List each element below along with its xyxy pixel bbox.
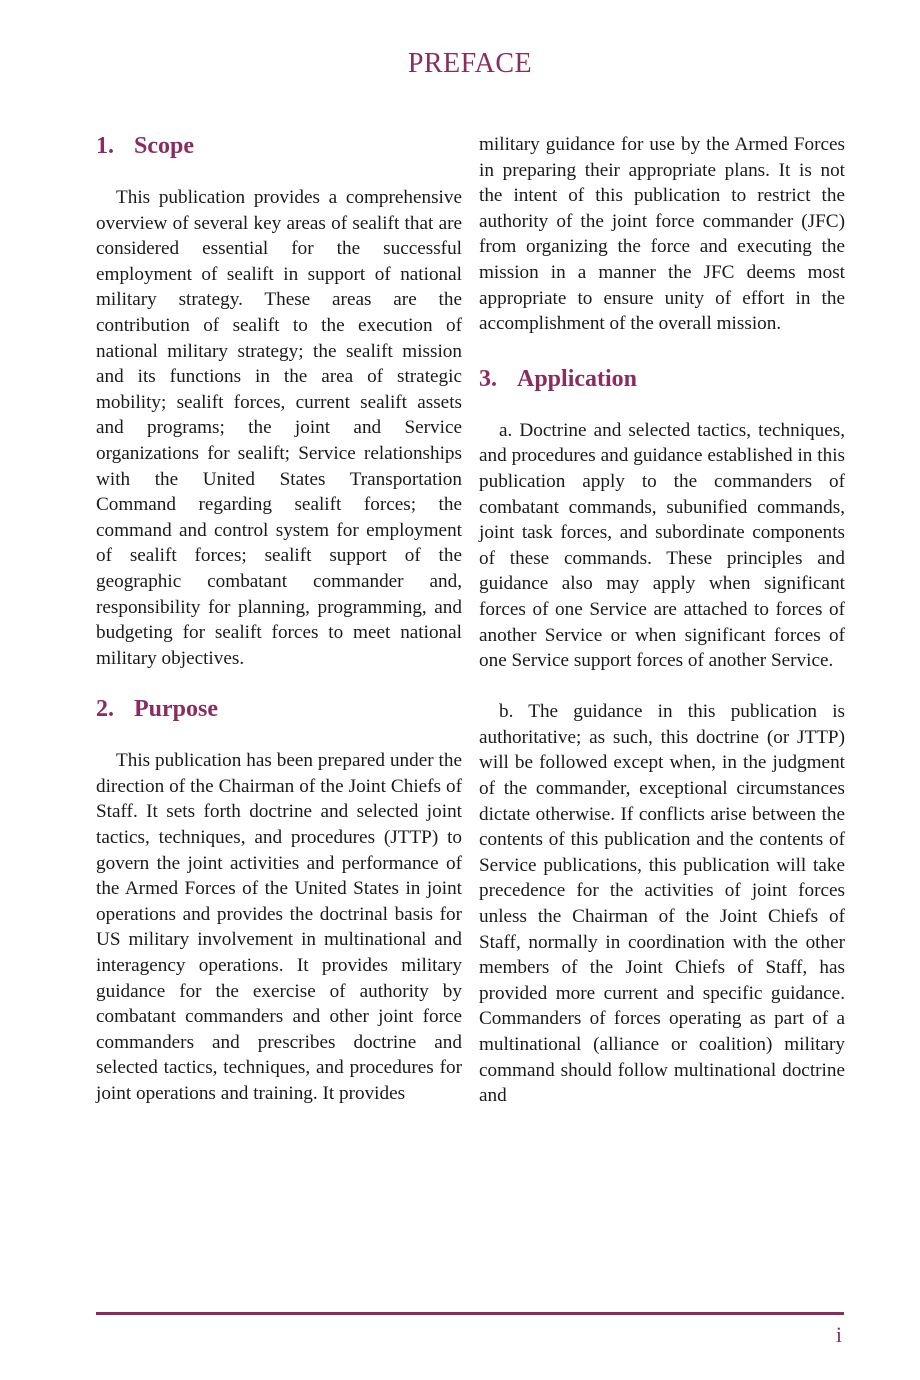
footer-rule <box>96 1312 844 1315</box>
page-number: i <box>835 1322 842 1347</box>
left-column <box>96 132 462 1107</box>
right-column <box>479 132 845 1109</box>
application-paragraph-a: a. Doctrine and selected tactics, techniques, and procedures and guidance established in this publication apply to the commanders of combatant commands, subunified commands, joint task forces, and subordinate components of these commands. These principles and guidance also may apply when significant forces of one Service are attached to forces of another Service or when significant forces of one Service support forces of another Service. <box>479 419 845 672</box>
section-number: 2. <box>96 696 114 723</box>
purpose-paragraph-part1: This publication has been prepared under the direction of the Chairman of the Joint Chiefs of Staff. It sets forth doctrine and selected joint tactics, techniques, and procedures (JTTP) to govern the joint activities and performance of the Armed Forces of the United States in joint operations and provides the doctrinal basis for US military involvement in multinational and interagency operations. It provides military guidance for the exercise of authority by combatant commanders and other joint force commanders and prescribes doctrine and selected tactics, techniques, and procedures for joint operations and training. It provides <box>96 750 462 1104</box>
section-number: 1. <box>96 133 114 159</box>
section-heading-scope <box>96 132 462 160</box>
application-paragraph-b: b. The guidance in this publication is authoritative; as such, this doctrine (or JTTP) will be followed except when, in the judgment of the commander, exceptional circumstances dictate otherwise. If conflicts arise between the contents of this publication and the contents of Service publications, this publication will take precedence for the activities of joint forces unless the Chairman of the Joint Chiefs of Staff, normally in coordination with the other members of the Joint Chiefs of Staff, has provided more current and specific guidance. Commanders of forces operating as part of a multinational (alliance or coalition) military command should follow multinational doctrine and <box>479 701 845 1107</box>
section-heading-application <box>479 365 845 393</box>
section-heading-purpose <box>96 695 462 723</box>
section-title: Scope <box>134 133 194 159</box>
section-number: 3. <box>479 365 497 392</box>
purpose-paragraph-part2: military guidance for use by the Armed Forces in preparing their appropriate plans. It is not the intent of this publication to restrict the authority of the joint force commander (JFC) from organizing the force and executing the mission in a manner the JFC deems most appropriate to ensure unity of effort in the accomplishment of the overall mission. <box>479 134 845 335</box>
section-title: Purpose <box>134 696 218 723</box>
section-title: Application <box>517 365 638 392</box>
page-title: PREFACE <box>407 48 533 79</box>
scope-paragraph: This publication provides a comprehensive overview of several key areas of sealift that are considered essential for the successful employment of sealift in support of national military strategy. These areas are the contribution of sealift to the execution of national military strategy; the sealift mission and its functions in the area of strategic mobility; sealift forces, current sealift assets and programs; the joint and Service organizations for sealift; Service relationships with the United States Transportation Command regarding sealift forces; the command and control system for employment of sealift forces; sealift support of the geographic combatant commander and, responsibility for planning, programming, and budgeting for sealift forces to meet national military objectives. <box>96 187 462 669</box>
